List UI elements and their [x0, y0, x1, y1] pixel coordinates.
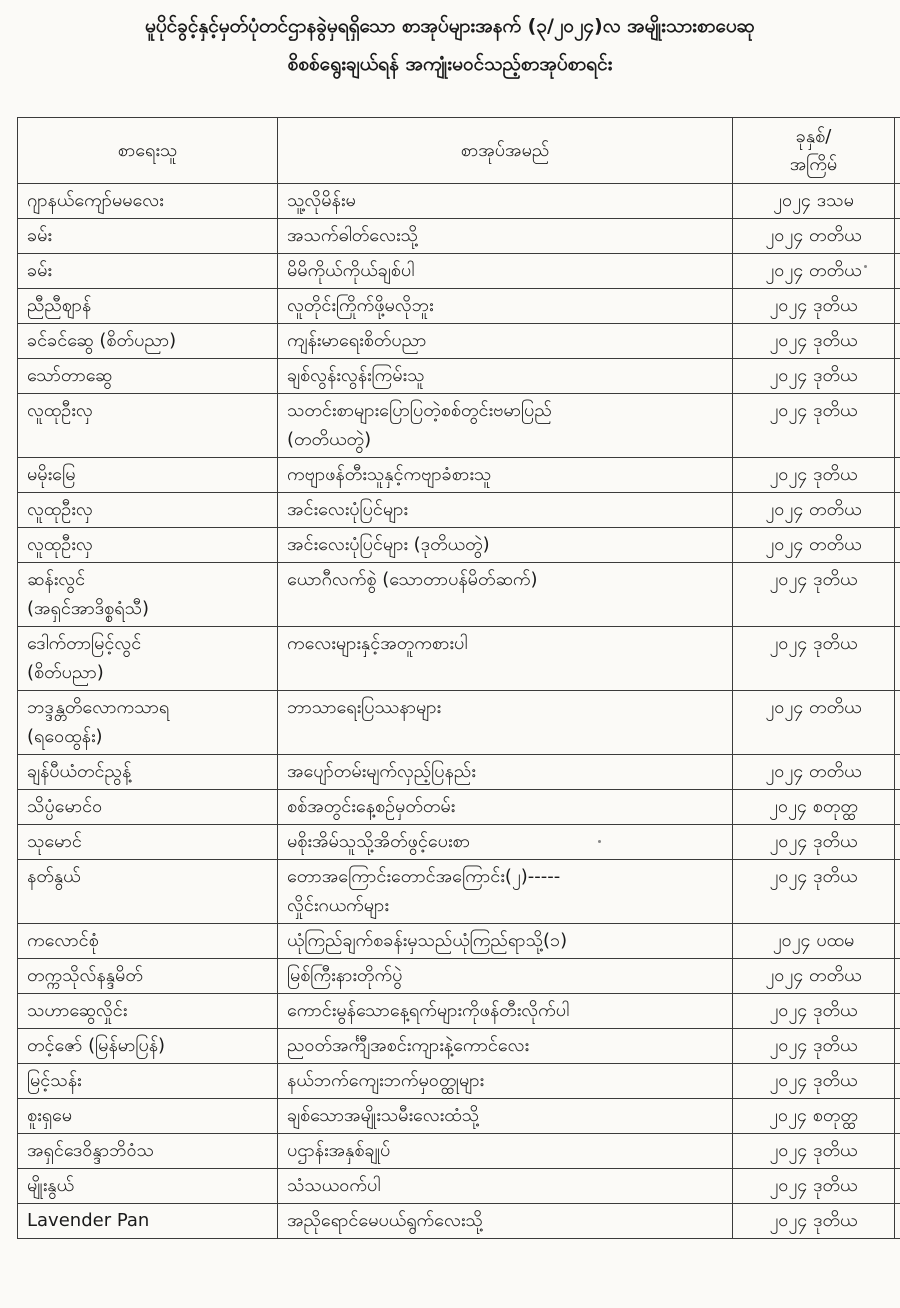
year-edition-cell: ၂၀၂၄ ဒုတိယ — [733, 289, 895, 324]
cut-off-cell — [895, 755, 900, 790]
year-edition-cell: ၂၀၂၄ ဒုတိယ — [733, 825, 895, 860]
table-row — [18, 627, 900, 691]
book-title-cell-line: စစ်အတွင်းနေ့စဉ်မှတ်တမ်း — [287, 796, 456, 817]
author-cell-line: သဟာဆွေလှိုင်း — [27, 1000, 128, 1021]
book-title-cell-line: မစိုးအိမ်သူသို့အိတ်ဖွင့်ပေးစာ — [287, 831, 471, 852]
book-title-cell — [278, 1204, 733, 1239]
author-cell — [18, 359, 278, 394]
book-title-cell-line: ကျန်းမာရေးစိတ်ပညာ — [287, 330, 427, 351]
year-edition-column-header — [733, 118, 895, 184]
author-cell-line: လူထုဦးလှ — [27, 534, 93, 555]
book-title-cell — [278, 563, 733, 627]
author-cell-line: ခမ်း — [27, 225, 52, 246]
author-column-header: စာရေးသူ — [18, 118, 278, 184]
book-title-cell — [278, 1064, 733, 1099]
author-cell — [18, 691, 278, 755]
cut-off-cell — [895, 790, 900, 825]
author-cell-line: ဘဒ္ဒန္တတိလောကသာရ — [27, 697, 170, 718]
cut-off-cell — [895, 394, 900, 458]
cut-off-cell — [895, 1169, 900, 1204]
author-cell — [18, 563, 278, 627]
book-title-cell-line: သတင်းစာများပြောပြတဲ့စစ်တွင်းဗမာပြည် — [287, 400, 552, 421]
table-row — [18, 254, 900, 289]
book-title-cell-line: (တတိယတွဲ) — [287, 429, 372, 450]
year-edition-cell: ၂၀၂၄ စတုတ္ထ — [733, 790, 895, 825]
book-title-cell-line: သံသယဝက်ပါ — [287, 1175, 381, 1196]
book-title-cell — [278, 1134, 733, 1169]
year-edition-cell: ၂၀၂၄ ဒုတိယ — [733, 1029, 895, 1064]
book-title-cell — [278, 994, 733, 1029]
book-title-cell-line: အင်းလေးပုံပြင်များ (ဒုတိယတွဲ) — [287, 534, 490, 555]
book-title-cell — [278, 825, 733, 860]
year-edition-cell: ၂၀၂၄ ဒုတိယ — [733, 1169, 895, 1204]
book-title-cell-line: ညဝတ်အင်္ကျီအစင်းကျားနဲ့ကောင်လေး — [287, 1035, 530, 1056]
book-title-cell-line: အပျော်တမ်းမျက်လှည့်ပြနည်း — [287, 761, 476, 782]
book-title-cell-line: မိမိကိုယ်ကိုယ်ချစ်ပါ — [287, 260, 415, 281]
book-title-cell-line: တောအကြောင်းတောင်အကြောင်း(၂)----- — [287, 866, 561, 887]
author-cell-line: ခင်ခင်ဆွေ (စိတ်ပညာ) — [27, 330, 177, 351]
book-title-cell — [278, 790, 733, 825]
cut-off-cell — [895, 1064, 900, 1099]
author-cell — [18, 254, 278, 289]
author-cell-line: (အရှင်အာဒိစ္စရံသီ) — [27, 598, 150, 619]
table-row — [18, 289, 900, 324]
year-edition-cell: ၂၀၂၄ ဒုတိယ — [733, 563, 895, 627]
table-row — [18, 1204, 900, 1239]
table-row — [18, 394, 900, 458]
cut-off-cell — [895, 219, 900, 254]
book-title-cell — [278, 324, 733, 359]
author-cell — [18, 289, 278, 324]
book-title-cell-line: ဘာသာရေးပြဿနာများ — [287, 697, 442, 718]
author-cell — [18, 219, 278, 254]
year-edition-cell: ၂၀၂၄ တတိယ — [733, 528, 895, 563]
cut-off-cell — [895, 254, 900, 289]
table-row — [18, 860, 900, 924]
book-title-cell-line: ကလေးများနှင့်အတူကစားပါ — [287, 633, 468, 654]
author-cell-line: သုမောင် — [27, 831, 82, 852]
document-title-line-1: မူပိုင်ခွင့်နှင့်မှတ်ပုံတင်ဌာနခွဲမှရရှိသော စာအုပ်များအနက် (၃/၂၀၂၄)လ အမျိုးသားစာပေဆု — [144, 15, 756, 37]
book-title-cell — [278, 627, 733, 691]
year-edition-cell: ၂၀၂၄ ပထမ — [733, 924, 895, 959]
cut-off-cell — [895, 825, 900, 860]
table-row — [18, 493, 900, 528]
table-row — [18, 359, 900, 394]
author-cell-line: အရှင်ဒေဝိန္ဒာဘိဝံသ — [27, 1140, 154, 1161]
year-edition-cell: ၂၀၂၄ ဒုတိယ — [733, 359, 895, 394]
author-cell — [18, 627, 278, 691]
year-edition-cell: ၂၀၂၄ တတိယ — [733, 219, 895, 254]
table-row — [18, 1169, 900, 1204]
table-row — [18, 528, 900, 563]
author-cell — [18, 924, 278, 959]
cut-off-cell — [895, 359, 900, 394]
cut-off-column-header — [895, 118, 900, 184]
cut-off-cell — [895, 1029, 900, 1064]
book-title-cell — [278, 219, 733, 254]
cut-off-cell — [895, 1134, 900, 1169]
book-title-cell-line: သူ့လိုမိန်းမ — [287, 190, 356, 211]
cut-off-cell — [895, 1099, 900, 1134]
author-cell — [18, 1169, 278, 1204]
table-row — [18, 219, 900, 254]
author-cell — [18, 1029, 278, 1064]
table-row — [18, 994, 900, 1029]
year-edition-cell: ၂၀၂၄ တတိယ — [733, 493, 895, 528]
author-cell-line: ကလောင်စုံ — [27, 930, 99, 951]
author-cell — [18, 1134, 278, 1169]
author-cell-line: ဒေါက်တာမြင့်လွင် — [27, 633, 142, 654]
year-edition-cell: ၂၀၂၄ တတိယ — [733, 254, 895, 289]
edition-header-line: အကြိမ် — [789, 153, 838, 175]
book-title-cell-line: အညိုရောင်မေပယ်ရွက်လေးသို့ — [287, 1210, 483, 1231]
table-row — [18, 790, 900, 825]
table-header-row — [18, 118, 900, 184]
year-edition-cell: ၂၀၂၄ ဒုတိယ — [733, 1204, 895, 1239]
book-title-cell-line: ကဗျာဖန်တီးသူနှင့်ကဗျာခံစားသူ — [287, 464, 492, 485]
author-cell-line: (ရဝေထွန်း) — [27, 726, 103, 747]
year-edition-cell: ၂၀၂၄ ဒုတိယ — [733, 458, 895, 493]
book-title-cell-line: ကောင်းမွန်သောနေ့ရက်များကိုဖန်တီးလိုက်ပါ — [287, 1000, 570, 1021]
cut-off-cell — [895, 1204, 900, 1239]
book-title-cell — [278, 691, 733, 755]
author-cell-line: မမိုးမြေ — [27, 464, 76, 485]
table-row — [18, 691, 900, 755]
author-cell — [18, 184, 278, 219]
book-title-cell — [278, 1169, 733, 1204]
year-edition-cell: ၂၀၂၄ ဒုတိယ — [733, 994, 895, 1029]
table-row — [18, 1064, 900, 1099]
cut-off-cell — [895, 289, 900, 324]
author-cell — [18, 394, 278, 458]
author-cell-line: (စိတ်ပညာ) — [27, 662, 104, 683]
author-cell-line: စူးရှမေ — [27, 1105, 73, 1126]
table-row — [18, 324, 900, 359]
book-title-cell-line: လူတိုင်းကြိုက်ဖို့မလိုဘူး — [287, 295, 434, 316]
book-title-cell — [278, 860, 733, 924]
author-cell — [18, 458, 278, 493]
book-title-cell-line: နယ်ဘက်ကျေးဘက်မှဝတ္ထုများ — [287, 1070, 485, 1091]
year-edition-cell: ၂၀၂၄ စတုတ္ထ — [733, 1099, 895, 1134]
cut-off-cell — [895, 563, 900, 627]
book-title-cell — [278, 493, 733, 528]
author-cell-line: နတ်နွယ် — [27, 866, 81, 887]
book-title-cell-line: အင်းလေးပုံပြင်များ — [287, 499, 408, 520]
author-cell — [18, 860, 278, 924]
cut-off-cell — [895, 184, 900, 219]
book-title-cell — [278, 924, 733, 959]
book-title-cell — [278, 359, 733, 394]
author-cell — [18, 528, 278, 563]
year-edition-cell: ၂၀၂၄ တတိယ — [733, 691, 895, 755]
table-row — [18, 563, 900, 627]
author-cell-line: မြင့်သန်း — [27, 1070, 82, 1091]
book-title-cell — [278, 528, 733, 563]
author-cell-line: ခမ်း — [27, 260, 52, 281]
scan-speck — [864, 265, 867, 268]
book-title-cell — [278, 254, 733, 289]
year-edition-cell: ၂၀၂၄ ဒုတိယ — [733, 394, 895, 458]
cut-off-cell — [895, 627, 900, 691]
year-edition-cell: ၂၀၂၄ တတိယ — [733, 755, 895, 790]
cut-off-cell — [895, 458, 900, 493]
author-cell — [18, 1099, 278, 1134]
author-cell-line: Lavender Pan — [27, 1210, 150, 1231]
book-title-cell — [278, 184, 733, 219]
author-cell — [18, 959, 278, 994]
book-title-cell-line: ချစ်လွန်းလွန်းကြမ်းသူ — [287, 365, 425, 386]
year-edition-cell: ၂၀၂၄ ဒုတိယ — [733, 627, 895, 691]
book-title-cell — [278, 289, 733, 324]
table-row — [18, 1099, 900, 1134]
cut-off-cell — [895, 493, 900, 528]
table-row — [18, 755, 900, 790]
author-cell — [18, 493, 278, 528]
book-title-cell — [278, 394, 733, 458]
book-title-cell — [278, 959, 733, 994]
book-title-cell-line: ချစ်သောအမျိုးသမီးလေးထံသို့ — [287, 1105, 480, 1126]
cut-off-cell — [895, 691, 900, 755]
table-row — [18, 458, 900, 493]
author-cell — [18, 324, 278, 359]
author-cell — [18, 1064, 278, 1099]
year-edition-cell: ၂၀၂၄ ဒုတိယ — [733, 860, 895, 924]
cut-off-cell — [895, 924, 900, 959]
table-row — [18, 825, 900, 860]
table-row — [18, 1029, 900, 1064]
author-cell — [18, 994, 278, 1029]
cut-off-cell — [895, 528, 900, 563]
author-cell-line: တင့်ဇော် (မြန်မာပြန်) — [27, 1035, 166, 1056]
year-edition-cell: ၂၀၂၄ ဒုတိယ — [733, 1134, 895, 1169]
year-header-line: ခုနှစ်/ — [795, 125, 832, 147]
author-cell-line: လူထုဦးလှ — [27, 499, 93, 520]
cut-off-cell — [895, 994, 900, 1029]
book-title-cell-line: ယောဂီလက်စွဲ (သောတာပန်မိတ်ဆက်) — [287, 569, 538, 590]
table-row — [18, 959, 900, 994]
book-title-cell-line: ပဌာန်းအနှစ်ချုပ် — [287, 1140, 391, 1161]
author-cell-line: တက္ကသိုလ်နန္ဒမိတ် — [27, 965, 143, 986]
author-cell — [18, 825, 278, 860]
cut-off-cell — [895, 860, 900, 924]
book-title-cell-line: လှိုင်းဂယက်များ — [287, 895, 389, 916]
author-cell — [18, 790, 278, 825]
table-row — [18, 184, 900, 219]
year-edition-cell: ၂၀၂၄ ဒသမ — [733, 184, 895, 219]
book-list-table — [17, 117, 900, 1239]
book-title-cell-line: မြစ်ကြီးနားတိုက်ပွဲ — [287, 965, 403, 986]
book-title-cell — [278, 458, 733, 493]
table-row — [18, 1134, 900, 1169]
book-title-cell-line: ယုံကြည်ချက်စခန်းမှသည်ယုံကြည်ရာသို့(၁) — [287, 930, 568, 951]
author-cell-line: ချန်ပီယံတင်ညွန့် — [27, 761, 132, 782]
document-title-line-2: စိစစ်ရွေးချယ်ရန် အကျုံးမဝင်သည့်စာအုပ်စာရင်း — [287, 53, 613, 75]
book-title-cell-line: အသက်ဓါတ်လေးသို့ — [287, 225, 418, 246]
author-cell-line: လူထုဦးလှ — [27, 400, 93, 421]
cut-off-cell — [895, 324, 900, 359]
scan-speck — [598, 840, 601, 843]
book-title-cell — [278, 1099, 733, 1134]
year-edition-cell: ၂၀၂၄ တတိယ — [733, 959, 895, 994]
author-cell — [18, 755, 278, 790]
author-cell — [18, 1204, 278, 1239]
author-cell-line: သော်တာဆွေ — [27, 365, 113, 386]
author-cell-line: သိပ္ပံမောင်ဝ — [27, 796, 103, 817]
book-title-column-header: စာအုပ်အမည် — [278, 118, 733, 184]
table-row — [18, 924, 900, 959]
author-cell-line: မျိုးနွယ် — [27, 1175, 75, 1196]
author-cell-line: ညီညီဈာန် — [27, 295, 92, 316]
author-cell-line: ဂျာနယ်ကျော်မမလေး — [27, 190, 164, 211]
year-edition-cell: ၂၀၂၄ ဒုတိယ — [733, 1064, 895, 1099]
cut-off-cell — [895, 959, 900, 994]
book-title-cell — [278, 1029, 733, 1064]
year-edition-cell: ၂၀၂၄ ဒုတိယ — [733, 324, 895, 359]
author-cell-line: ဆန်းလွင် — [27, 569, 86, 590]
book-title-cell — [278, 755, 733, 790]
